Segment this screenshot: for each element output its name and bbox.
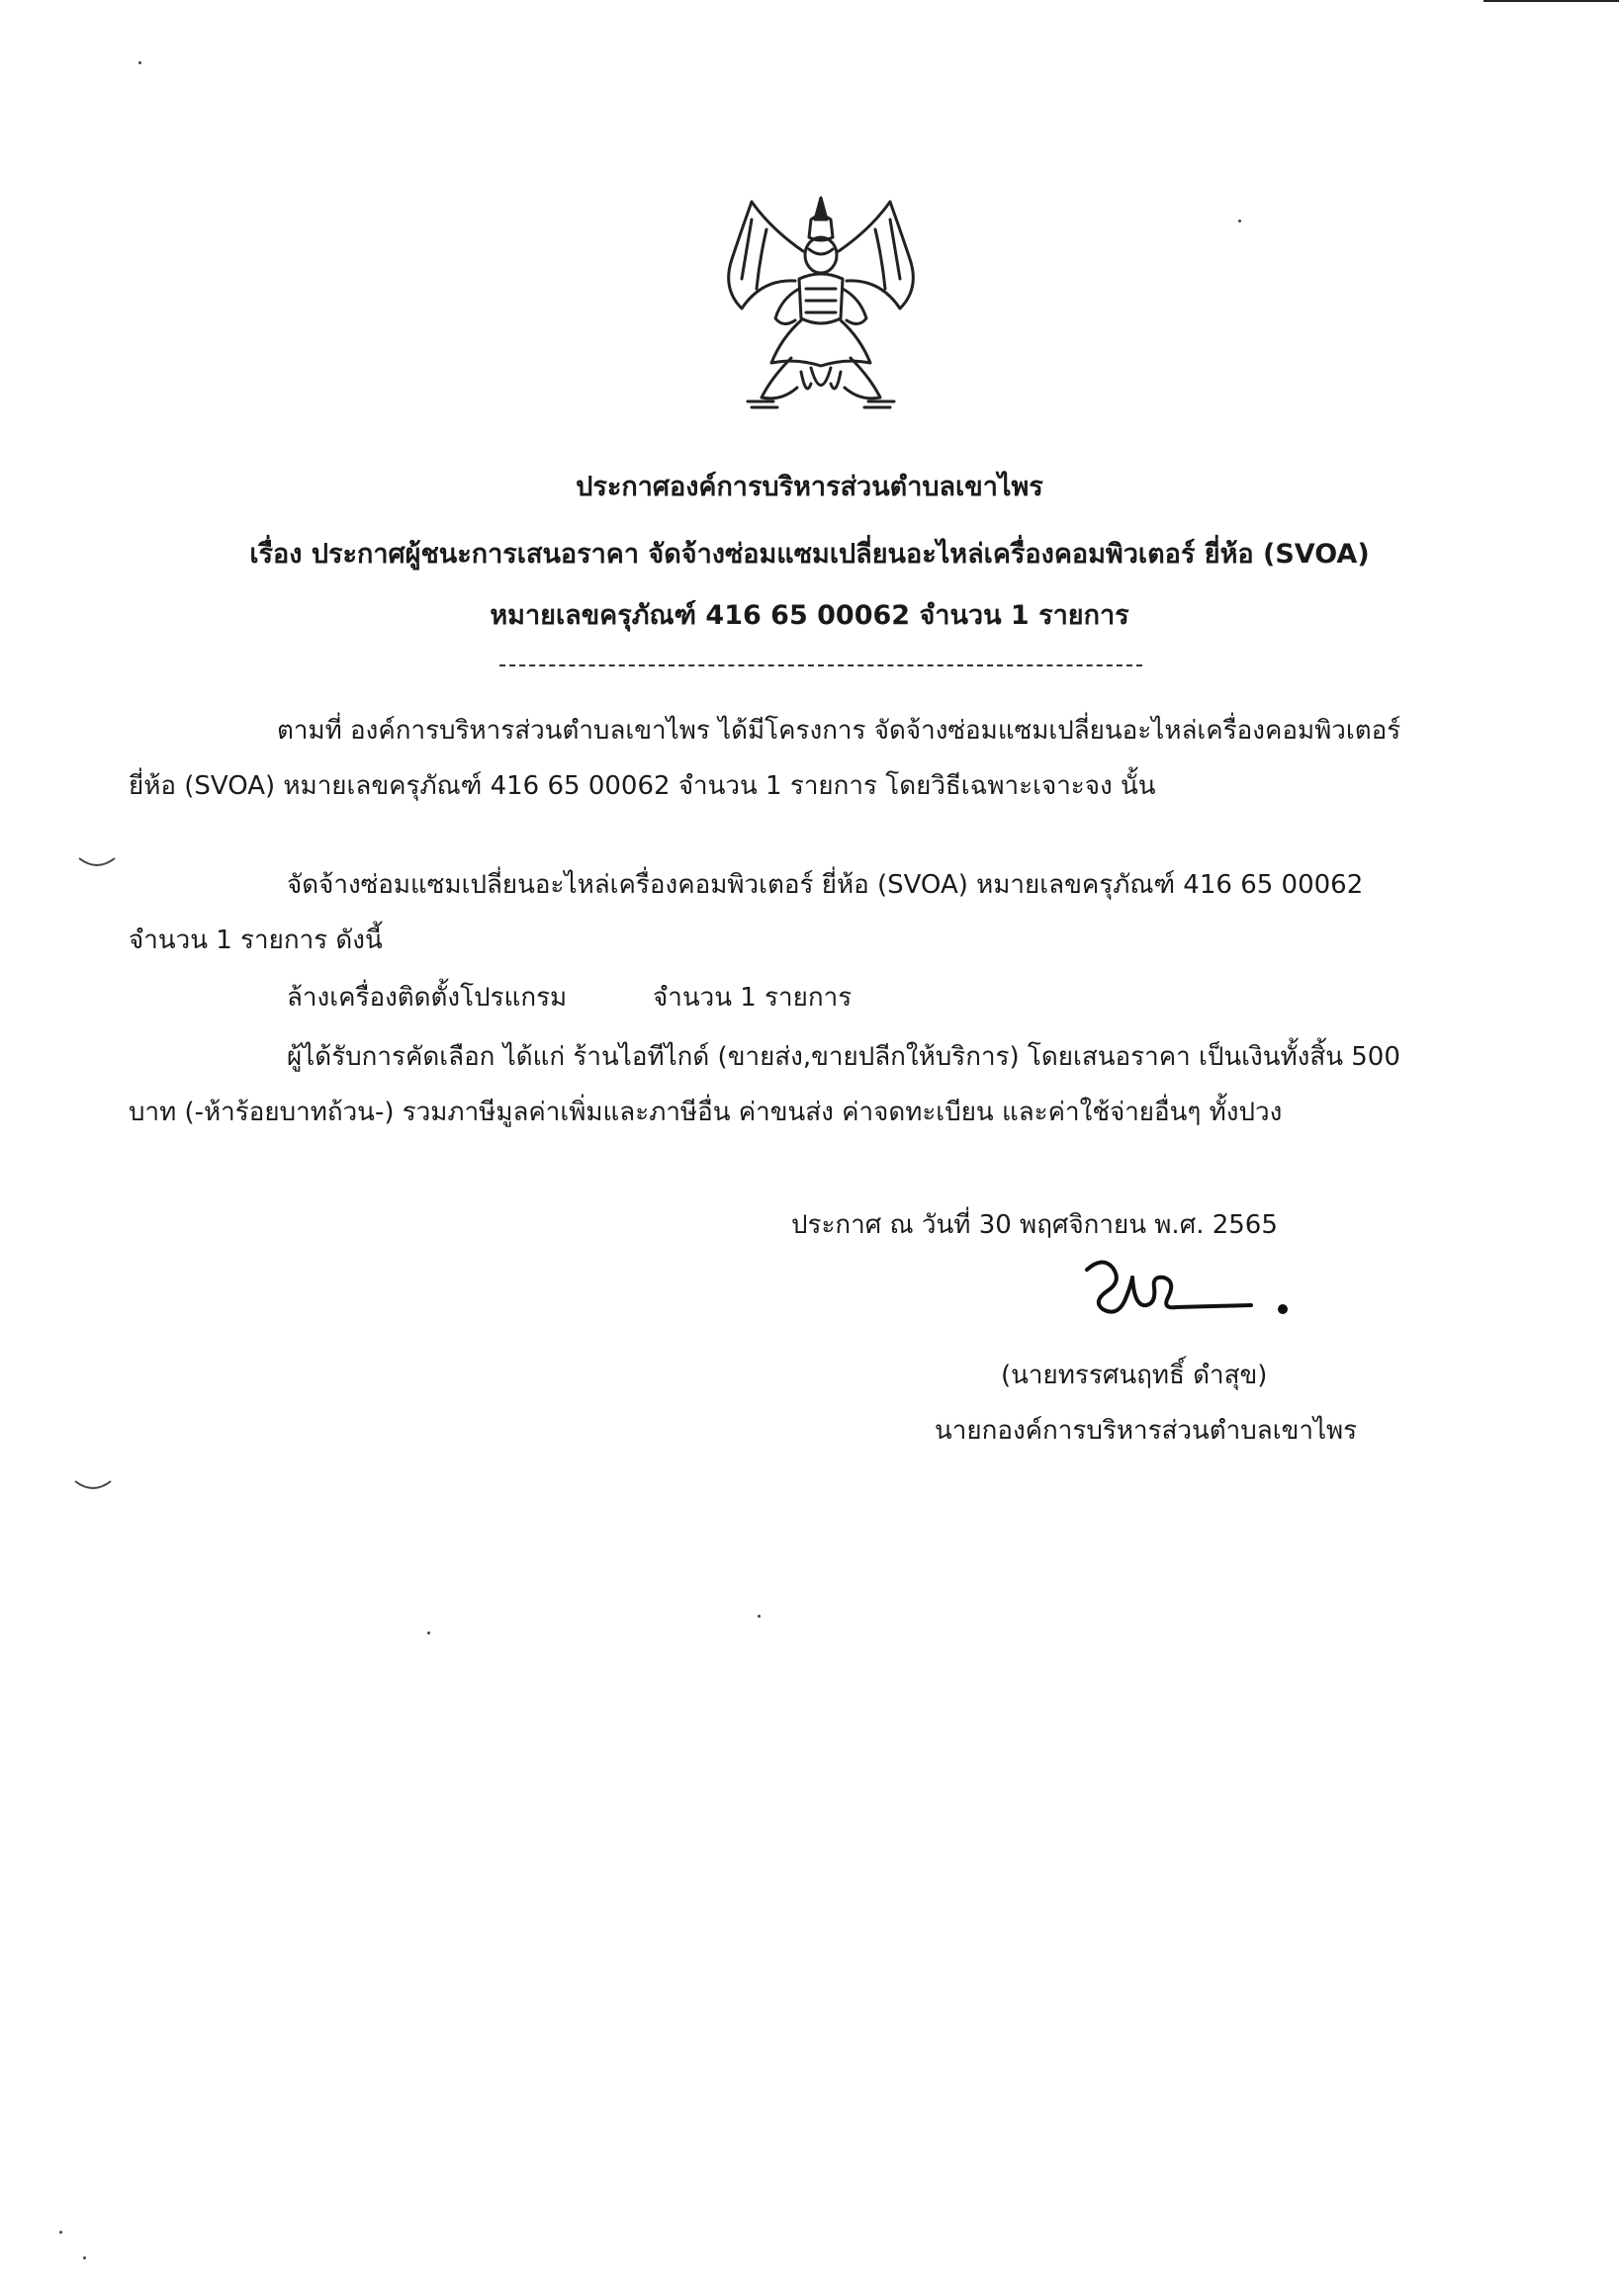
margin-mark: [73, 1477, 113, 1493]
paragraph-3-line-1: ผู้ได้รับการคัดเลือก ได้แก่ ร้านไอทีไกด์ (ขายส่ง,ขายปลีกให้บริการ) โดยเสนอราคา เป็นเงินทั้งสิ้น 500: [287, 1042, 1400, 1072]
announcement-subject: เรื่อง ประกาศผู้ชนะการเสนอราคา จัดจ้างซ่อมแซมเปลี่ยนอะไหล่เครื่องคอมพิวเตอร์ ยี่ห้อ (SVOA): [249, 539, 1370, 570]
title-divider: [499, 664, 1142, 666]
scan-speck: [59, 2231, 62, 2234]
scan-speck: [758, 1615, 761, 1618]
margin-mark: [77, 854, 117, 870]
service-item-name: ล้างเครื่องติดตั้งโปรแกรม: [287, 983, 568, 1013]
signer-name: (นายทรรศนฤทธิ์ ดำสุข): [1001, 1361, 1268, 1390]
garuda-emblem-icon: [712, 190, 930, 417]
announcement-title: ประกาศองค์การบริหารส่วนตำบลเขาไพร: [576, 472, 1043, 502]
paragraph-1-line-1: ตามที่ องค์การบริหารส่วนตำบลเขาไพร ได้มีโครงการ จัดจ้างซ่อมแซมเปลี่ยนอะไหล่เครื่องคอมพิวเตอร์: [277, 716, 1401, 746]
paragraph-2-line-1: จัดจ้างซ่อมแซมเปลี่ยนอะไหล่เครื่องคอมพิวเตอร์ ยี่ห้อ (SVOA) หมายเลขครุภัณฑ์ 416 65 00062: [287, 870, 1364, 900]
paragraph-3-line-2: บาท (-ห้าร้อยบาทถ้วน-) รวมภาษีมูลค่าเพิ่มและภาษีอื่น ค่าขนส่ง ค่าจดทะเบียน และค่าใช้จ่ายอื่นๆ ทั้งปวง: [129, 1098, 1283, 1127]
signer-position: นายกองค์การบริหารส่วนตำบลเขาไพร: [935, 1416, 1358, 1446]
handwritten-signature: [1073, 1248, 1301, 1327]
announcement-date: ประกาศ ณ วันที่ 30 พฤศจิกายน พ.ศ. 2565: [791, 1210, 1278, 1240]
asset-number-line: หมายเลขครุภัณฑ์ 416 65 00062 จำนวน 1 รายการ: [490, 600, 1129, 631]
scan-speck: [427, 1632, 430, 1634]
paragraph-1-line-2: ยี่ห้อ (SVOA) หมายเลขครุภัณฑ์ 416 65 00062 จำนวน 1 รายการ โดยวิธีเฉพาะเจาะจง นั้น: [129, 771, 1156, 801]
scan-edge-line: [1484, 0, 1619, 2]
scan-speck: [1238, 220, 1241, 222]
scan-speck: [138, 61, 141, 64]
scan-speck: [83, 2256, 86, 2259]
service-item-quantity: จำนวน 1 รายการ: [653, 983, 853, 1013]
paragraph-2-line-2: จำนวน 1 รายการ ดังนี้: [129, 926, 383, 955]
